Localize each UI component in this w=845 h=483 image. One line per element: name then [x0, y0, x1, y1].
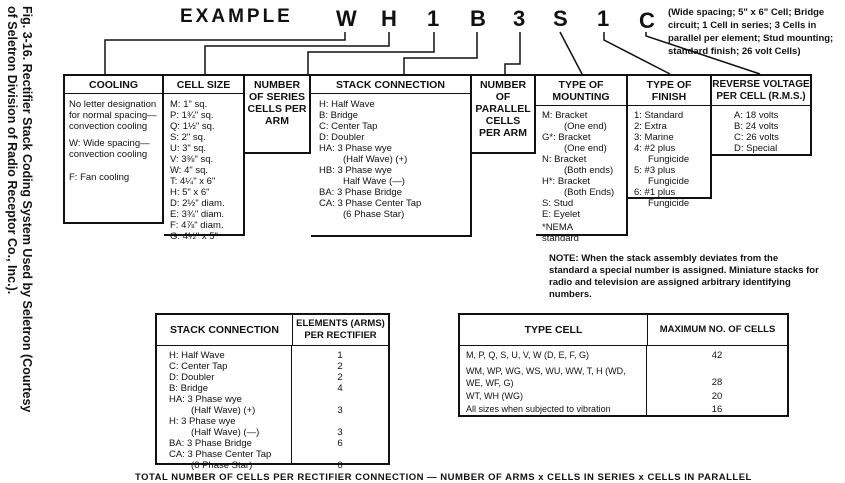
- stack-item: Half Wave (—): [343, 176, 405, 187]
- caption-line-2: of Seletron Division of Radio Receptor Co., Inc.).: [5, 6, 19, 295]
- table2-row-label: WM, WP, WG, WS, WU, WW, T, H (WD, WE, WF, G): [466, 366, 626, 388]
- table1-row-value: 3: [337, 427, 343, 438]
- code-letter-2: H: [381, 6, 397, 31]
- cell-size-item: E: 3¾" diam.: [170, 209, 225, 220]
- stack-connection-column: [311, 74, 472, 237]
- cell-size-item: T: 4¼" x 6": [170, 176, 216, 187]
- stack-item: B: Bridge: [319, 110, 359, 121]
- stack-item: (Half Wave) (+): [343, 154, 408, 165]
- cell-size-column: [164, 74, 245, 242]
- mounting-item: (One end): [564, 143, 607, 154]
- code-letter-3: 1: [427, 6, 440, 31]
- code-letter-7: 1: [597, 6, 610, 31]
- stack-item: CA: 3 Phase Center Tap: [319, 198, 422, 209]
- cell-size-item: V: 3⅜" sq.: [170, 154, 214, 165]
- finish-item: 5: #3 plus: [634, 165, 676, 176]
- mounting-item: (Both ends): [564, 165, 614, 176]
- finish-header: TYPE OF FINISH: [628, 79, 710, 106]
- table1-row-value: 2: [337, 361, 343, 372]
- mounting-item: (One end): [564, 121, 607, 132]
- cell-limits-table: [458, 313, 789, 417]
- table1-row-value: [292, 394, 388, 405]
- parallel-column: [472, 74, 536, 154]
- table2-row-label: M, P, Q, S, U, V, W (D, E, F, G): [466, 350, 590, 360]
- mounting-item: standard: [542, 233, 579, 244]
- table1-row-value: [292, 449, 388, 460]
- cell-size-item: P: 1¾" sq.: [170, 110, 214, 121]
- table1-row-value: 2: [337, 372, 343, 383]
- table2-row-value: 16: [711, 404, 723, 415]
- table2-row-label: WT, WH (WG): [466, 391, 523, 401]
- mounting-item: H*: Bracket: [542, 176, 591, 187]
- cell-size-item: F: 4⅞" diam.: [170, 220, 224, 231]
- finish-item: Fungicide: [648, 154, 690, 165]
- example-note: (Wide spacing; 5" x 6" Cell; Bridge circuit; 1 Cell in series; 3 Cells in parallel per element; Stud mounting; standard finish; 26 volt Cells): [668, 7, 834, 57]
- cooling-item: F: Fan cooling: [69, 172, 130, 183]
- mounting-item: S: Stud: [542, 198, 574, 209]
- cell-size-item: H: 5" x 6": [170, 187, 210, 198]
- cell-size-item: S: 2" sq.: [170, 132, 206, 143]
- table1-row-label: CA: 3 Phase Center Tap: [169, 449, 272, 460]
- finish-item: 2: Extra: [634, 121, 667, 132]
- note-text: NOTE: When the stack assembly deviates from the standard a special number is assigned. Miniature stacks for radio and television are assigned arbitrary identifying numbers.: [549, 253, 819, 300]
- stack-item: (6 Phase Star): [343, 209, 405, 220]
- series-header: NUMBER OF SERIES CELLS PER ARM: [247, 79, 307, 127]
- cell-size-item: W: 4" sq.: [170, 165, 209, 176]
- table1-row-label: H: Half Wave: [169, 350, 225, 361]
- finish-item: 6: #1 plus: [634, 187, 676, 198]
- cell-size-item: Q: 1½" sq.: [170, 121, 215, 132]
- cooling-column: [63, 74, 164, 224]
- mounting-header: TYPE OF MOUNTING: [536, 79, 626, 106]
- finish-item: 4: #2 plus: [634, 143, 676, 154]
- table1-header-elements: ELEMENTS (ARMS) PER RECTIFIER: [296, 318, 385, 341]
- cell-size-item: D: 2½" diam.: [170, 198, 225, 209]
- voltage-header: REVERSE VOLTAGE PER CELL (R.M.S.): [712, 79, 810, 106]
- mounting-column: [536, 74, 628, 244]
- finish-item: Fungicide: [648, 198, 690, 209]
- voltage-item: A: 18 volts: [734, 110, 779, 121]
- table1-row-label: (Half Wave) (—): [191, 427, 260, 438]
- example-label: EXAMPLE: [180, 6, 293, 27]
- cooling-item: No letter designation for normal spacing—convection cooling: [69, 99, 157, 132]
- table2-row-value: 28: [711, 377, 723, 388]
- table2-row-value: 20: [711, 391, 723, 402]
- mounting-item: N: Bracket: [542, 154, 587, 165]
- stack-item: D: Doubler: [319, 132, 365, 143]
- stack-item: C: Center Tap: [319, 121, 378, 132]
- cooling-item: W: Wide spacing—convection cooling: [69, 138, 150, 160]
- stack-item: BA: 3 Phase Bridge: [319, 187, 402, 198]
- mounting-item: *NEMA: [542, 222, 574, 233]
- stack-item: HB: 3 Phase wye: [319, 165, 392, 176]
- mounting-item: G*: Bracket: [542, 132, 591, 143]
- table1-row-value: [292, 416, 388, 427]
- table1-row-label: H: 3 Phase wye: [169, 416, 236, 427]
- code-letter-1: W: [336, 6, 357, 31]
- stack-header: STACK CONNECTION: [311, 79, 470, 94]
- table1-header-connection: STACK CONNECTION: [157, 315, 293, 345]
- table1-row-label: (6 Phase Star): [191, 460, 253, 471]
- stack-item: H: Half Wave: [319, 99, 375, 110]
- table1-row-value: 4: [337, 383, 343, 394]
- table1-row-value: 1: [337, 350, 343, 361]
- stack-item: HA: 3 Phase wye: [319, 143, 392, 154]
- code-letter-4: B: [470, 6, 486, 31]
- voltage-item: D: Special: [734, 143, 778, 154]
- cell-size-item: G: 4½" x 5": [170, 231, 218, 242]
- finish-item: 1: Standard: [634, 110, 684, 121]
- table1-row-label: C: Center Tap: [169, 361, 228, 372]
- voltage-column: [712, 74, 812, 156]
- table2-header-max: MAXIMUM NO. OF CELLS: [659, 324, 776, 335]
- code-letter-6: S: [553, 6, 568, 31]
- code-letter-5: 3: [513, 6, 526, 31]
- voltage-item: B: 24 volts: [734, 121, 779, 132]
- cell-size-item: M: 1" sq.: [170, 99, 208, 110]
- cooling-header: COOLING: [65, 79, 162, 94]
- table2-header-type: TYPE CELL: [460, 315, 648, 345]
- cell-size-header: CELL SIZE: [164, 79, 243, 94]
- table1-row-value: 3: [337, 405, 343, 416]
- voltage-item: C: 26 volts: [734, 132, 779, 143]
- table1-row-label: BA: 3 Phase Bridge: [169, 438, 252, 449]
- parallel-header: NUMBER OF PARALLEL CELLS PER ARM: [475, 79, 531, 139]
- code-letter-8: C: [639, 8, 655, 33]
- finish-item: 3: Marine: [634, 132, 674, 143]
- finish-column: [628, 74, 712, 209]
- table1-row-label: (Half Wave) (+): [191, 405, 256, 416]
- table2-row-label: All sizes when subjected to vibration: [466, 404, 611, 414]
- caption-line-1: Fig. 3-16. Rectifier Stack Coding System Used by Seletron (Courtesy: [20, 6, 34, 413]
- mounting-item: E: Eyelet: [542, 209, 581, 220]
- mounting-item: (Both Ends): [564, 187, 615, 198]
- table2-row-value: 42: [711, 350, 723, 361]
- table1-row-label: HA: 3 Phase wye: [169, 394, 242, 405]
- cell-size-item: U: 3" sq.: [170, 143, 207, 154]
- mounting-item: M: Bracket: [542, 110, 588, 121]
- table1-row-label: D: Doubler: [169, 372, 215, 383]
- table1-row-label: B: Bridge: [169, 383, 209, 394]
- table1-row-value: 6: [337, 460, 343, 471]
- finish-item: Fungicide: [648, 176, 690, 187]
- series-column: [245, 74, 311, 154]
- bottom-formula-text: TOTAL NUMBER OF CELLS PER RECTIFIER CONNECTION — NUMBER OF ARMS x CELLS IN SERIES x CELLS IN PARALLEL: [135, 472, 752, 483]
- table1-row-value: 6: [337, 438, 343, 449]
- stack-elements-table: [155, 313, 390, 471]
